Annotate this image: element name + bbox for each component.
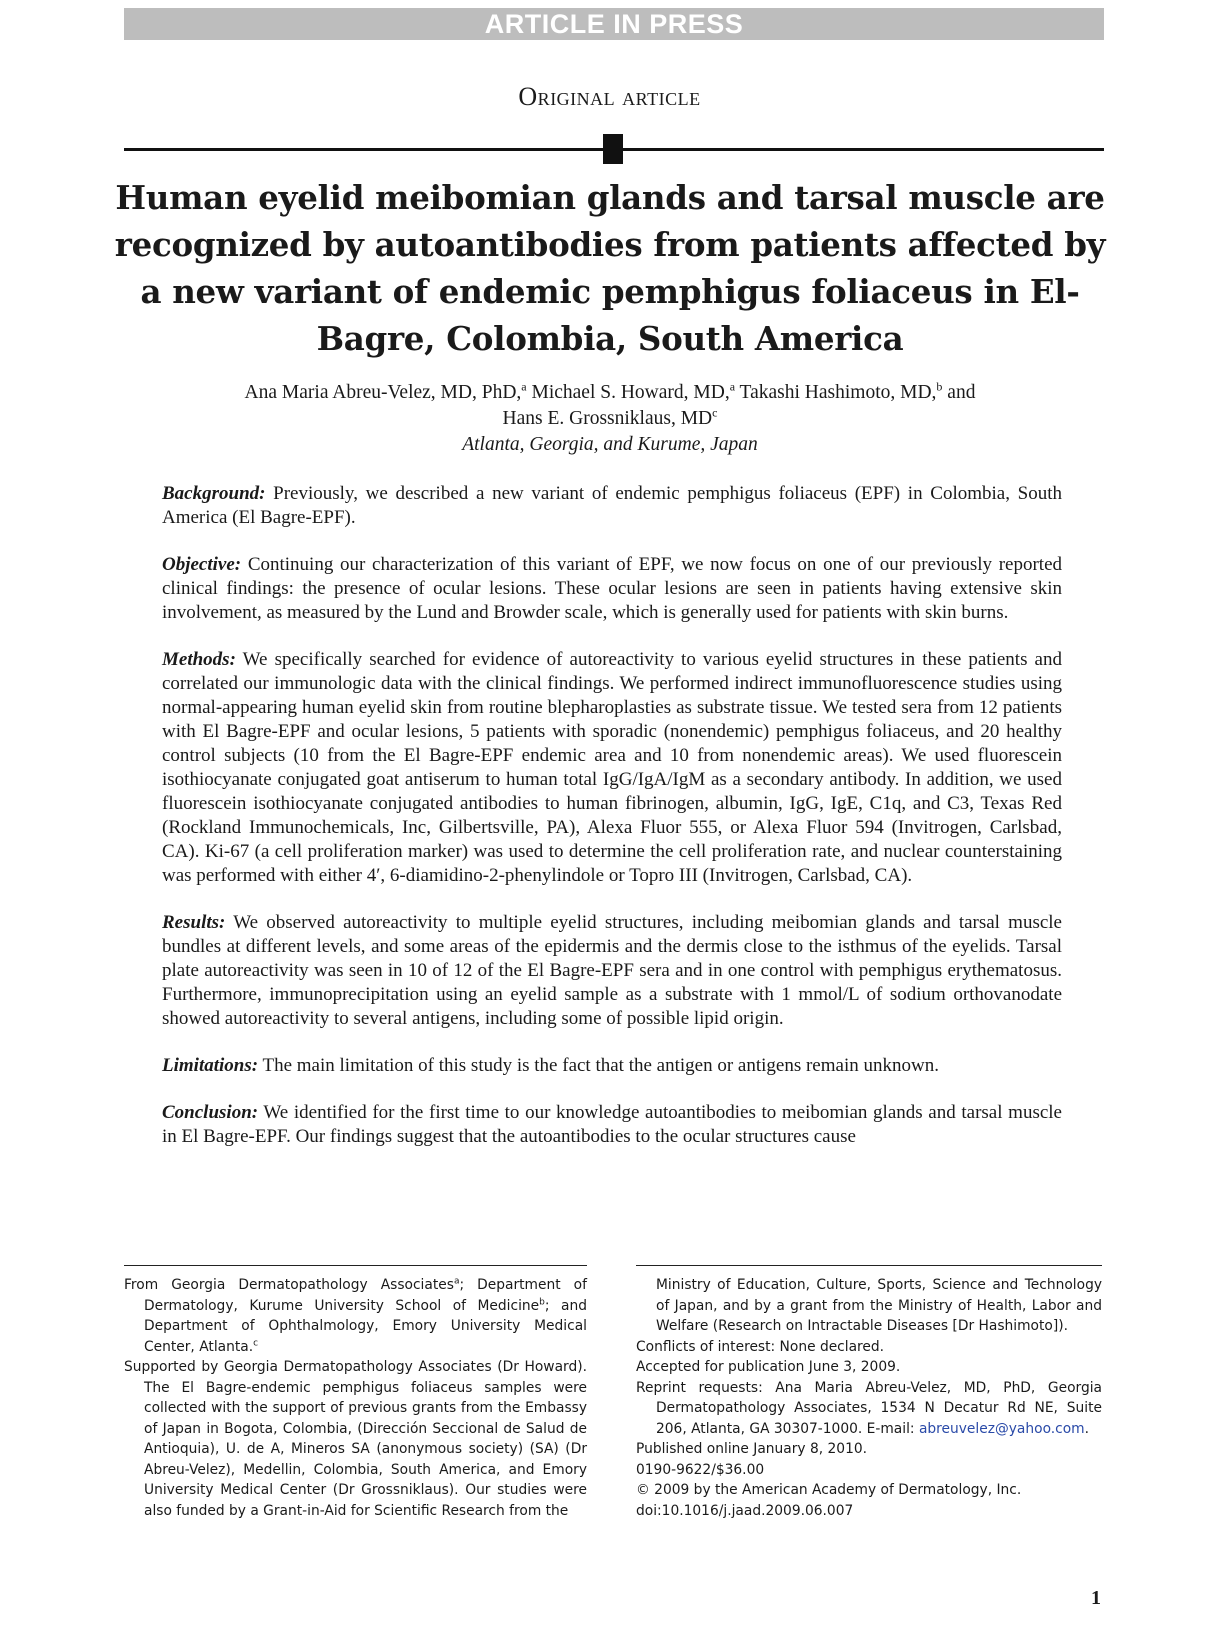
affiliation-marker: b: [936, 379, 943, 394]
affiliation-text: ; and Department of Ophthalmology, Emory University Medical Center, Atlanta.: [144, 1297, 587, 1355]
abstract-objective-text: Continuing our characterization of this variant of EPF, we now focus on one of our previously reported clinical findings: the presence of ocular lesions. These ocular lesions are seen in patients having extensive skin involvement, as measured by the Lund and Browder scale, which is generally used for patients with skin burns.: [162, 554, 1062, 623]
abstract-limitations-label: Limitations:: [162, 1055, 259, 1076]
affiliation-marker: c: [253, 1337, 259, 1348]
page-number: 1: [1091, 1587, 1101, 1609]
affiliation-marker: a: [729, 379, 736, 394]
article-in-press-banner: ARTICLE IN PRESS: [124, 8, 1104, 40]
email-link[interactable]: abreuvelez@yahoo.com: [918, 1420, 1085, 1437]
author-abreu-velez: Ana Maria Abreu-Velez, MD, PhD,: [244, 382, 522, 403]
author-location: Atlanta, Georgia, and Kurume, Japan: [462, 434, 758, 455]
abstract-objective-label: Objective:: [162, 554, 242, 575]
abstract-background-label: Background:: [162, 483, 266, 504]
reprint-text: Reprint requests: Ana Maria Abreu-Velez, MD, PhD, Georgia Dermatopathology Associates, 1534 N Decatur Rd NE, Suite 206, Atlanta, GA 30307-1000. E-mail:: [636, 1379, 1102, 1437]
abstract-background-text: Previously, we described a new variant of endemic pemphigus foliaceus (EPF) in Colombia, South America (El Bagre-EPF).: [162, 483, 1062, 528]
abstract-results: [162, 911, 1062, 1031]
footnote-reprint: [636, 1378, 1102, 1440]
abstract-limitations: [162, 1054, 1062, 1078]
abstract-results-label: Results:: [162, 912, 226, 933]
author-howard: Michael S. Howard, MD,: [526, 382, 730, 403]
footnote-rule-left: [124, 1265, 587, 1266]
abstract-objective: [162, 553, 1062, 625]
author-block: [120, 380, 1100, 458]
author-line-1: [120, 380, 1100, 406]
footnote-published: Published online January 8, 2010.: [636, 1441, 868, 1457]
author-conjunction: and: [942, 382, 976, 403]
title-rule-marker: [603, 134, 623, 164]
author-hashimoto: Takashi Hashimoto, MD,: [735, 382, 937, 403]
affiliation-marker: a: [521, 379, 527, 394]
abstract-methods-text: We specifically searched for evidence of autoreactivity to various eyelid structures in these patients and correlated our immunologic data with the clinical findings. We performed indirect immunofluorescence studies using normal-appearing human eyelid skin from routine blepharoplasties as substrate tissue. We tested sera from 12 patients with El Bagre-EPF and ocular lesions, 5 patients with sporadic (nonendemic) pemphigus foliaceus, and 20 healthy control subjects (10 from the El Bagre-EPF endemic area and 10 from nonendemic areas). We used fluorescein isothiocyanate conjugated goat antiserum to human total IgG/IgA/IgM as a secondary antibody. In addition, we used fluorescein isothiocyanate conjugated antibodies to human fibrinogen, albumin, IgG, IgE, C1q, and C3, Texas Red (Rockland Immunochemicals, Inc, Gilbertsville, PA), Alexa Fluor 555, or Alexa Fluor 594 (Invitrogen, Carlsbad, CA). Ki-67 (a cell proliferation marker) was used to determine the cell proliferation rate, and nuclear counterstaining was performed with either 4′, 6-diamidino-2-phenylindole or Topro III (Invitrogen, Carlsbad, CA).: [162, 649, 1062, 886]
article-title: Human eyelid meibomian glands and tarsal muscle are recognized by autoantibodies from patients affected by a new variant of endemic pemphigus foliaceus in El-Bagre, Colombia, South America: [114, 178, 1106, 358]
affiliation-marker: b: [539, 1296, 545, 1307]
affiliation-marker: c: [712, 405, 718, 420]
footnote-rule-right: [636, 1265, 1102, 1266]
abstract-conclusion-label: Conclusion:: [162, 1102, 259, 1123]
footnote-funding-continued: Ministry of Education, Culture, Sports, Science and Technology of Japan, and by a grant from the Ministry of Health, Labor and Welfare (Research on Intractable Diseases [Dr Hashimoto]).: [656, 1277, 1102, 1334]
abstract-limitations-text: The main limitation of this study is the fact that the antigen or antigens remain unknown.: [258, 1055, 939, 1076]
abstract-methods-label: Methods:: [162, 649, 236, 670]
author-grossniklaus: Hans E. Grossniklaus, MD: [502, 408, 713, 429]
abstract-background: [162, 482, 1062, 530]
affiliation-text: ; Department of Dermatology, Kurume University School of Medicine: [144, 1277, 587, 1314]
footnote-issn: 0190-9622/$36.00: [636, 1461, 765, 1478]
footnote-affiliations: [124, 1275, 587, 1357]
footnote-funding: Supported by Georgia Dermatopathology Associates (Dr Howard). The El Bagre-endemic pemphigus foliaceus samples were collected with the support of previous grants from the Embassy of Japan in Bogota, Colombia, (Dirección Seccional de Salud de Antioquia), U. de A, Mineros SA (anonymous society) (SA) (Dr Abreu-Velez), Medellin, Colombia, South America, and Emory University Medical Center (Dr Grossniklaus). Our studies were also funded by a Grant-in-Aid for Scientific Research from the: [124, 1359, 587, 1519]
footnote-copyright: © 2009 by the American Academy of Dermatology, Inc.: [636, 1482, 1022, 1498]
footnotes-left-column: [124, 1275, 587, 1521]
abstract: [162, 482, 1062, 1172]
footnote-conflicts: Conflicts of interest: None declared.: [636, 1338, 885, 1355]
affiliation-text: From Georgia Dermatopathology Associates: [124, 1277, 454, 1293]
author-line-2: [120, 406, 1100, 432]
footnote-doi: doi:10.1016/j.jaad.2009.06.007: [636, 1502, 854, 1519]
footnotes-right-column: [636, 1275, 1102, 1521]
title-rule-left: [124, 148, 604, 151]
abstract-conclusion-text: We identified for the first time to our knowledge autoantibodies to meibomian glands and tarsal muscle in El Bagre-EPF. Our findings suggest that the autoantibodies to the ocular structures cause: [162, 1102, 1062, 1147]
abstract-methods: [162, 648, 1062, 888]
affiliation-marker: a: [453, 1276, 460, 1287]
footnote-accepted: Accepted for publication June 3, 2009.: [636, 1359, 901, 1375]
abstract-results-text: We observed autoreactivity to multiple eyelid structures, including meibomian glands and tarsal muscle bundles at different levels, and some areas of the epidermis and the dermis close to the isthmus of the eyelids. Tarsal plate autoreactivity was seen in 10 of 12 of the El Bagre-EPF sera and in one control with pemphigus erythematosus. Furthermore, immunoprecipitation using an eyelid sample as a substrate with 1 mmol/L of sodium orthovanodate showed autoreactivity to several antigens, including some of possible lipid origin.: [162, 912, 1062, 1029]
title-rule-right: [622, 148, 1104, 151]
reprint-tail: .: [1084, 1420, 1090, 1437]
section-label: Original article: [518, 82, 701, 111]
abstract-conclusion: [162, 1101, 1062, 1149]
